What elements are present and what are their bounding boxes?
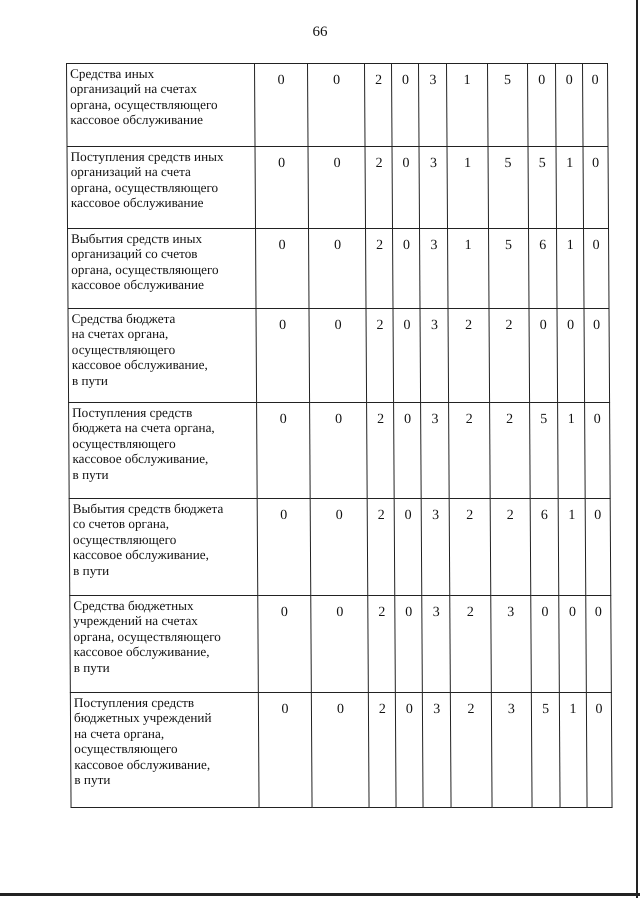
code-digit-cell: 0 xyxy=(312,693,370,808)
code-digit-cell: 0 xyxy=(308,147,366,229)
code-digit-cell: 0 xyxy=(395,596,423,693)
code-digit-cell: 0 xyxy=(311,596,369,693)
code-digit-cell: 3 xyxy=(423,693,452,808)
row-label-line: бюджета на счета органа, xyxy=(72,420,215,436)
row-label-line: Выбытия средств иных xyxy=(71,231,203,246)
code-digit-cell: 2 xyxy=(365,64,392,147)
code-digit-cell: 0 xyxy=(559,596,587,693)
row-label-cell xyxy=(70,596,258,693)
code-digit-cell: 0 xyxy=(255,229,309,309)
row-label-line: кассовое обслуживание, xyxy=(73,644,210,660)
row-label-line: Поступления средств иных xyxy=(70,149,224,164)
row-label-line: кассовое обслуживание, xyxy=(71,357,208,373)
code-digit-cell: 2 xyxy=(451,693,492,808)
row-label-line: органа, осуществляющего xyxy=(70,96,218,112)
page-number: 66 xyxy=(312,24,328,40)
row-label-line: кассовое обслуживание xyxy=(70,195,204,211)
code-digit-cell: 2 xyxy=(449,499,490,596)
row-label-line: Средства иных xyxy=(70,66,155,81)
code-digit-cell: 0 xyxy=(531,596,560,693)
row-label-line: Поступления средств xyxy=(72,405,193,420)
code-digit-cell: 2 xyxy=(367,403,395,499)
row-label-line: организаций со счетов xyxy=(71,246,198,262)
code-digit-cell: 2 xyxy=(365,147,392,229)
code-digit-cell: 1 xyxy=(556,147,583,229)
code-digit-cell: 2 xyxy=(490,499,531,596)
code-digit-cell: 0 xyxy=(256,309,310,403)
table-row xyxy=(68,229,609,309)
code-digit-cell: 2 xyxy=(449,403,490,499)
code-digit-cell: 0 xyxy=(586,596,612,693)
code-digit-cell: 2 xyxy=(366,229,393,309)
code-digit-cell: 2 xyxy=(450,596,491,693)
code-digit-cell: 1 xyxy=(447,64,488,147)
row-label-line: бюджетных учреждений xyxy=(73,710,212,726)
table-row xyxy=(69,499,611,596)
code-digit-cell: 0 xyxy=(254,64,308,147)
code-digit-cell: 3 xyxy=(421,403,450,499)
code-digit-cell: 0 xyxy=(393,309,421,403)
code-digit-cell: 0 xyxy=(392,147,419,229)
code-digit-cell: 0 xyxy=(583,147,608,229)
code-digit-cell: 3 xyxy=(422,499,451,596)
row-label-line: в пути xyxy=(73,562,110,578)
row-label-cell xyxy=(69,403,257,499)
code-digit-cell: 0 xyxy=(311,499,369,596)
code-digit-cell: 2 xyxy=(489,403,530,499)
row-label-line: кассовое обслуживание, xyxy=(72,547,209,563)
code-digit-cell: 0 xyxy=(393,229,420,309)
row-label-cell xyxy=(68,229,256,309)
row-label-line: Средства бюджета xyxy=(71,311,176,326)
row-label-line: учреждений на счетах xyxy=(73,613,198,629)
code-digit-cell: 1 xyxy=(447,147,488,229)
row-label-line: кассовое обслуживание, xyxy=(74,756,211,772)
code-digit-cell: 1 xyxy=(558,403,586,499)
code-digit-cell: 1 xyxy=(559,693,587,808)
scan-edge-bottom xyxy=(0,893,640,896)
row-label-line: в пути xyxy=(71,372,108,388)
row-label-line: Поступления средств xyxy=(73,695,195,710)
code-digit-cell: 0 xyxy=(528,64,556,147)
table-row xyxy=(67,147,609,229)
code-digit-cell: 5 xyxy=(488,147,529,229)
code-digit-cell: 3 xyxy=(420,229,448,309)
row-label-cell xyxy=(67,64,255,147)
code-digit-cell: 0 xyxy=(395,499,423,596)
row-label-line: на счета органа, xyxy=(74,725,165,741)
code-digit-cell: 3 xyxy=(422,596,451,693)
row-label-cell xyxy=(69,499,257,596)
table-row xyxy=(70,693,612,808)
row-label-line: кассовое обслуживание, xyxy=(72,451,209,467)
code-digit-cell: 0 xyxy=(309,309,367,403)
code-digit-cell: 0 xyxy=(257,499,311,596)
code-digit-cell: 3 xyxy=(420,309,449,403)
row-label-cell xyxy=(70,693,258,808)
code-digit-cell: 1 xyxy=(448,229,489,309)
row-label-line: осуществляющего xyxy=(74,741,178,757)
row-label-line: органа, осуществляющего xyxy=(71,261,219,277)
code-digit-cell: 3 xyxy=(419,147,447,229)
code-digit-cell: 0 xyxy=(584,229,609,309)
row-label-line: Средства бюджетных xyxy=(73,598,194,613)
code-digit-cell: 2 xyxy=(489,309,530,403)
code-digit-cell: 0 xyxy=(585,499,611,596)
row-label-line: в пути xyxy=(73,659,110,675)
code-digit-cell: 2 xyxy=(366,309,394,403)
code-digit-cell: 0 xyxy=(256,403,310,499)
code-digit-cell: 5 xyxy=(530,403,559,499)
code-digit-cell: 6 xyxy=(530,499,559,596)
table-row xyxy=(69,403,611,499)
row-label-line: в пути xyxy=(72,466,109,482)
code-digit-cell: 0 xyxy=(310,403,368,499)
code-digit-cell: 0 xyxy=(556,64,583,147)
row-label-cell xyxy=(68,309,256,403)
table-row xyxy=(68,309,610,403)
row-label-line: осуществляющего xyxy=(71,341,176,357)
code-digit-cell: 0 xyxy=(396,693,424,808)
code-digit-cell: 1 xyxy=(557,229,584,309)
code-digit-cell: 6 xyxy=(529,229,557,309)
code-digit-cell: 0 xyxy=(585,403,611,499)
table-body xyxy=(67,64,613,808)
row-label-cell xyxy=(67,147,255,229)
code-digit-cell: 0 xyxy=(529,309,558,403)
row-label-line: организаций на счетах xyxy=(70,81,197,97)
account-codes-table xyxy=(66,63,613,808)
code-digit-cell: 0 xyxy=(584,309,610,403)
code-digit-cell: 2 xyxy=(448,309,489,403)
row-label-line: осуществляющего xyxy=(72,531,177,547)
code-digit-cell: 1 xyxy=(558,499,586,596)
code-digit-cell: 2 xyxy=(368,499,396,596)
row-label-line: органа, осуществляющего xyxy=(70,179,219,195)
code-digit-cell: 0 xyxy=(308,64,366,147)
row-label-line: кассовое обслуживание xyxy=(71,277,205,293)
code-digit-cell: 5 xyxy=(488,229,529,309)
row-label-line: на счетах органа, xyxy=(71,326,169,342)
row-label-line: в пути xyxy=(74,772,111,788)
code-digit-cell: 2 xyxy=(369,693,397,808)
code-digit-cell: 5 xyxy=(531,693,560,808)
code-digit-cell: 0 xyxy=(255,147,309,229)
code-digit-cell: 5 xyxy=(528,147,556,229)
row-label-line: организаций на счета xyxy=(70,164,191,180)
code-digit-cell: 2 xyxy=(368,596,396,693)
code-digit-cell: 0 xyxy=(583,64,608,147)
table-row xyxy=(70,596,612,693)
code-digit-cell: 3 xyxy=(491,693,532,808)
code-digit-cell: 0 xyxy=(309,229,366,309)
row-label-line: со счетов органа, xyxy=(72,516,170,532)
code-digit-cell: 5 xyxy=(487,64,528,147)
code-digit-cell: 0 xyxy=(257,596,311,693)
code-digit-cell: 3 xyxy=(490,596,531,693)
table-row xyxy=(67,64,609,147)
row-label-line: кассовое обслуживание xyxy=(70,112,204,128)
code-digit-cell: 3 xyxy=(419,64,447,147)
code-digit-cell: 0 xyxy=(258,693,313,808)
code-digit-cell: 0 xyxy=(557,309,585,403)
code-digit-cell: 0 xyxy=(392,64,419,147)
scan-edge-right xyxy=(636,0,638,898)
row-label-line: Выбытия средств бюджета xyxy=(72,501,224,516)
code-digit-cell: 0 xyxy=(586,693,612,808)
row-label-line: осуществляющего xyxy=(72,435,176,451)
row-label-line: органа, осуществляющего xyxy=(73,628,221,644)
code-digit-cell: 0 xyxy=(394,403,422,499)
